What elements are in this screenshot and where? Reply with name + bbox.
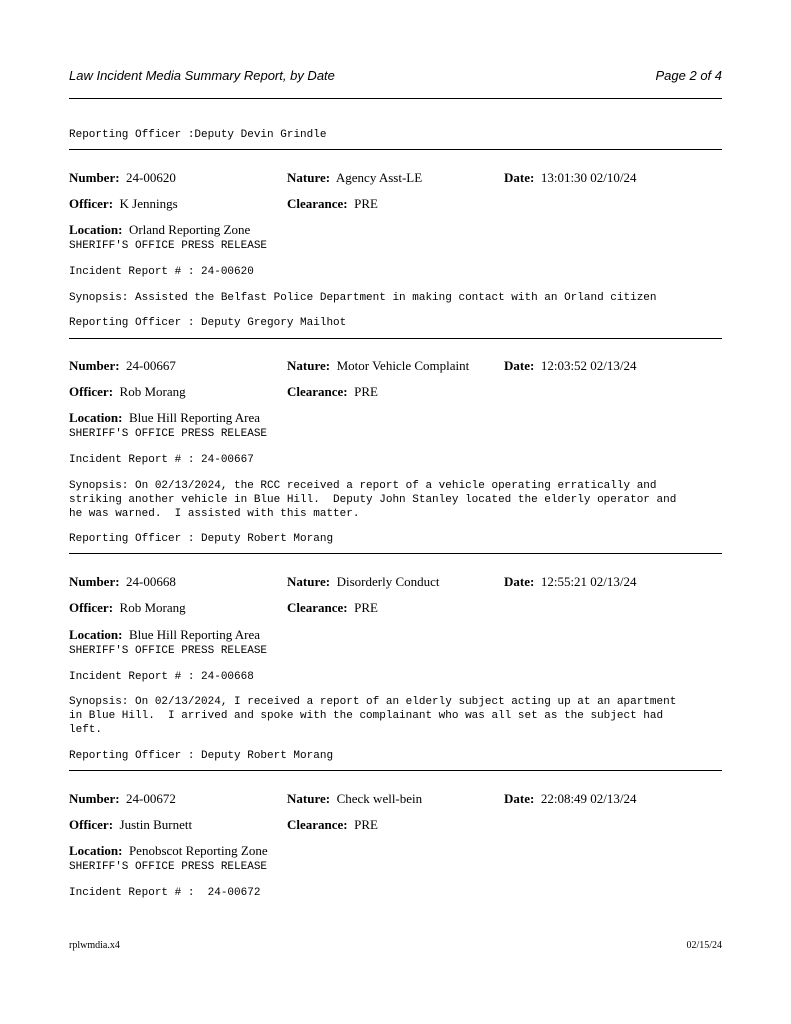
- incident-nature: Nature: Agency Asst-LE: [287, 170, 423, 185]
- incident-date: Date: 22:08:49 02/13/24: [504, 791, 637, 806]
- incident-clearance: Clearance: PRE: [287, 384, 378, 399]
- incident-location: Location: Blue Hill Reporting Area: [69, 410, 261, 425]
- incident-nature: Nature: Disorderly Conduct: [287, 574, 440, 589]
- incident-nature: Nature: Motor Vehicle Complaint: [287, 358, 470, 373]
- reporting-officer: Reporting Officer : Deputy Robert Morang: [69, 750, 334, 762]
- section-divider: [69, 553, 722, 554]
- incident-report-number: Incident Report # : 24-00668: [69, 671, 254, 683]
- press-release-heading: SHERIFF'S OFFICE PRESS RELEASE: [69, 428, 268, 440]
- section-divider: [69, 770, 722, 771]
- incident-synopsis: Synopsis: Assisted the Belfast Police Department in making contact with an Orland citizen: [69, 292, 657, 304]
- report-title: Law Incident Media Summary Report, by Date: [69, 68, 335, 83]
- incident-report-number: Incident Report # : 24-00667: [69, 454, 254, 466]
- incident-clearance: Clearance: PRE: [287, 817, 378, 832]
- incident-location: Location: Penobscot Reporting Zone: [69, 843, 268, 858]
- reporting-officer: Reporting Officer : Deputy Robert Morang: [69, 533, 334, 545]
- incident-number: Number: 24-00620: [69, 170, 176, 185]
- incident-officer: Officer: Justin Burnett: [69, 817, 193, 832]
- incident-report-number: Incident Report # : 24-00672: [69, 887, 261, 899]
- report-header: [69, 68, 722, 86]
- incident-number: Number: 24-00668: [69, 574, 176, 589]
- reporting-officer-label: Reporting Officer :: [69, 129, 195, 141]
- prior-reporting-officer: [69, 128, 326, 142]
- incident-officer: Officer: Rob Morang: [69, 384, 186, 399]
- incident-synopsis: Synopsis: On 02/13/2024, the RCC received a report of a vehicle operating erratically and striking another vehicle in Blue Hill. Deputy John Stanley located the elderly operator and he was warned. I assisted with this matter.: [69, 480, 677, 520]
- section-divider: [69, 338, 722, 339]
- footer-report-code: rplwmdia.x4: [69, 940, 120, 951]
- incident-number: Number: 24-00672: [69, 791, 176, 806]
- incident-date: Date: 12:55:21 02/13/24: [504, 574, 637, 589]
- section-divider: [69, 149, 722, 150]
- reporting-officer: Reporting Officer : Deputy Gregory Mailhot: [69, 317, 347, 329]
- incident-date: Date: 13:01:30 02/10/24: [504, 170, 637, 185]
- incident-clearance: Clearance: PRE: [287, 196, 378, 211]
- incident-clearance: Clearance: PRE: [287, 600, 378, 615]
- incident-number: Number: 24-00667: [69, 358, 176, 373]
- header-divider: [69, 98, 722, 99]
- incident-nature: Nature: Check well-bein: [287, 791, 423, 806]
- incident-officer: Officer: K Jennings: [69, 196, 178, 211]
- incident-location: Location: Orland Reporting Zone: [69, 222, 251, 237]
- incident-synopsis: Synopsis: On 02/13/2024, I received a report of an elderly subject acting up at an apartment in Blue Hill. I arrived and spoke with the complainant who was all set as the subject had left.: [69, 696, 677, 736]
- reporting-officer-name: Deputy Devin Grindle: [194, 129, 327, 141]
- incident-report-number: Incident Report # : 24-00620: [69, 266, 254, 278]
- incident-location: Location: Blue Hill Reporting Area: [69, 627, 261, 642]
- incident-date: Date: 12:03:52 02/13/24: [504, 358, 637, 373]
- press-release-heading: SHERIFF'S OFFICE PRESS RELEASE: [69, 645, 268, 657]
- incident-officer: Officer: Rob Morang: [69, 600, 186, 615]
- press-release-heading: SHERIFF'S OFFICE PRESS RELEASE: [69, 861, 268, 873]
- footer-print-date: 02/15/24: [686, 940, 722, 951]
- press-release-heading: SHERIFF'S OFFICE PRESS RELEASE: [69, 240, 268, 252]
- page-number: Page 2 of 4: [655, 68, 722, 83]
